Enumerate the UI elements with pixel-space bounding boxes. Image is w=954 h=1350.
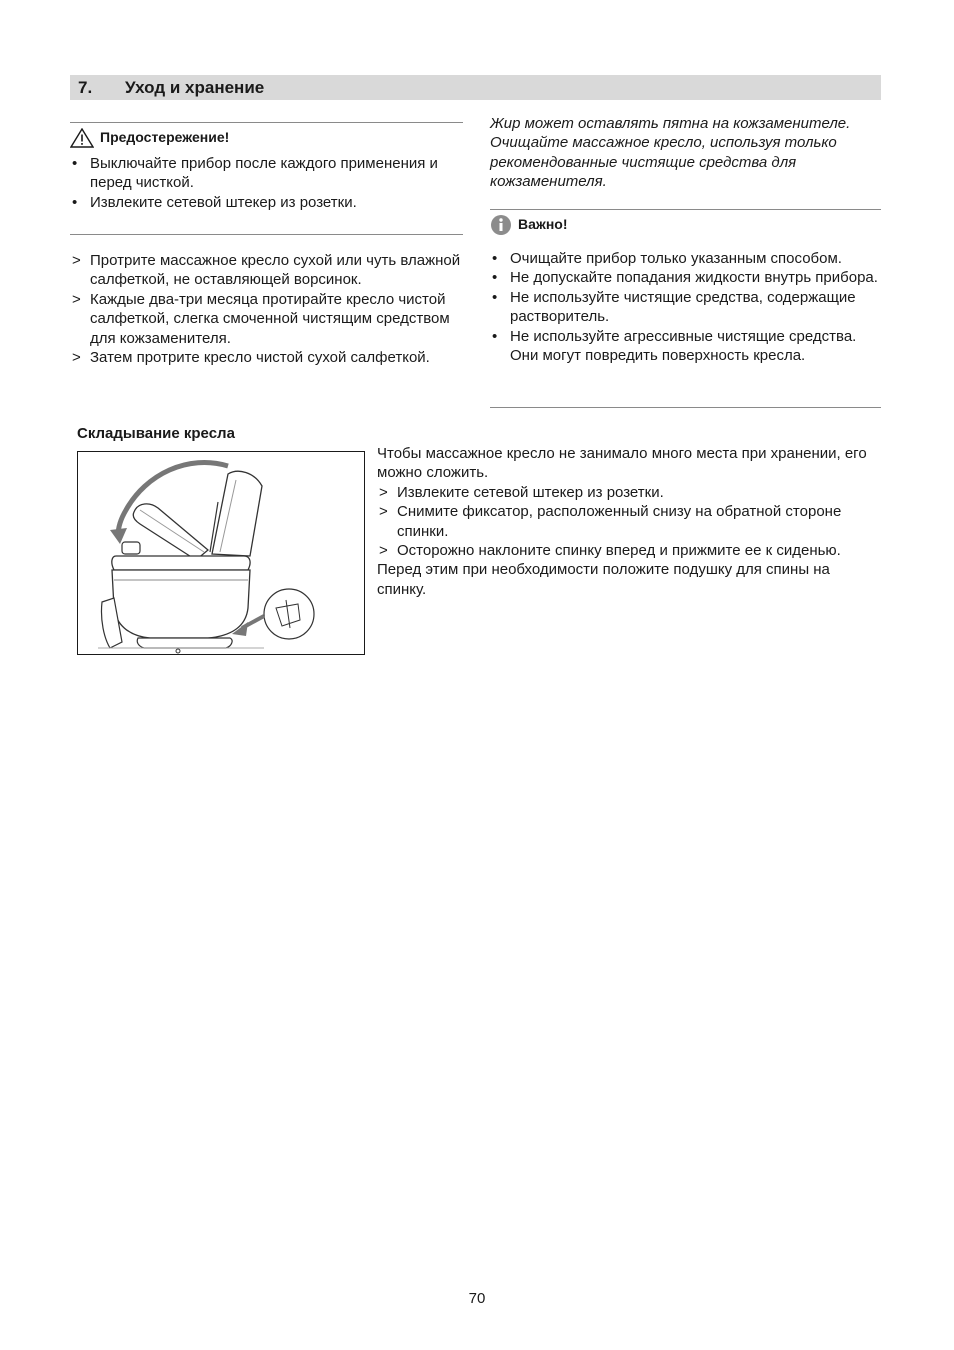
warning-list [70, 154, 465, 212]
section-header [70, 75, 881, 100]
important-title: Важно! [518, 216, 568, 233]
warning-block [70, 128, 465, 212]
important-block [490, 214, 882, 365]
folding-outro: Перед этим при необходимости положите подушку для спины на спинку. [377, 561, 830, 598]
divider [490, 209, 881, 210]
list-item: > Протрите массажное кресло сухой или чуть влажной салфеткой, не оставляющей ворсинок. [70, 251, 465, 290]
list-item: • Очищайте прибор только указанным способом. [490, 249, 882, 268]
list-item: • Извлеките сетевой штекер из розетки. [70, 193, 465, 212]
list-item: • Не используйте чистящие средства, содержащие растворитель. [490, 288, 882, 327]
list-item: > Каждые два-три месяца протирайте кресло чистой салфеткой, слегка смоченной чистящим средством для кожзаменителя. [70, 290, 465, 348]
cleaning-steps-block [70, 251, 465, 367]
note-italic: Жир может оставлять пятна на кожзаменителе. Очищайте массажное кресло, используя только рекомендованные чистящие средства для кожзаменителя. [490, 115, 851, 191]
folding-chair-figure [78, 452, 364, 654]
warning-triangle-icon [70, 128, 94, 148]
list-item: > Осторожно наклоните спинку вперед и прижмите ее к сиденью. [377, 541, 882, 560]
divider [490, 407, 881, 408]
list-item: > Извлеките сетевой штекер из розетки. [377, 483, 882, 502]
page-number: 70 [468, 1290, 486, 1307]
important-tail: Они могут повредить поверхность кресла. [510, 347, 806, 365]
folding-text-block [377, 444, 882, 599]
folding-intro: Чтобы массажное кресло не занимало много места при хранении, его можно сложить. [377, 445, 867, 482]
section-title: Уход и хранение [125, 78, 265, 97]
section-number: 7. [78, 78, 93, 97]
info-circle-icon [490, 214, 512, 236]
warning-title: Предостережение! [100, 129, 230, 146]
important-caption [490, 214, 882, 236]
cleaning-steps-list [70, 251, 465, 367]
list-item: • Выключайте прибор после каждого применения и перед чисткой. [70, 154, 465, 193]
chair-folding-illustration [77, 451, 365, 655]
list-item: > Затем протрите кресло чистой сухой салфеткой. [70, 348, 465, 367]
folding-title: Складывание кресла [77, 425, 235, 442]
warning-caption [70, 128, 465, 148]
divider [70, 234, 463, 235]
list-item: • Не допускайте попадания жидкости внутрь прибора. [490, 268, 882, 287]
list-item: • Не используйте агрессивные чистящие средства. [490, 327, 882, 346]
divider [70, 122, 463, 123]
list-item: > Снимите фиксатор, расположенный снизу на обратной стороне спинки. [377, 502, 882, 541]
important-list [490, 249, 882, 346]
folding-steps-list [377, 483, 882, 561]
